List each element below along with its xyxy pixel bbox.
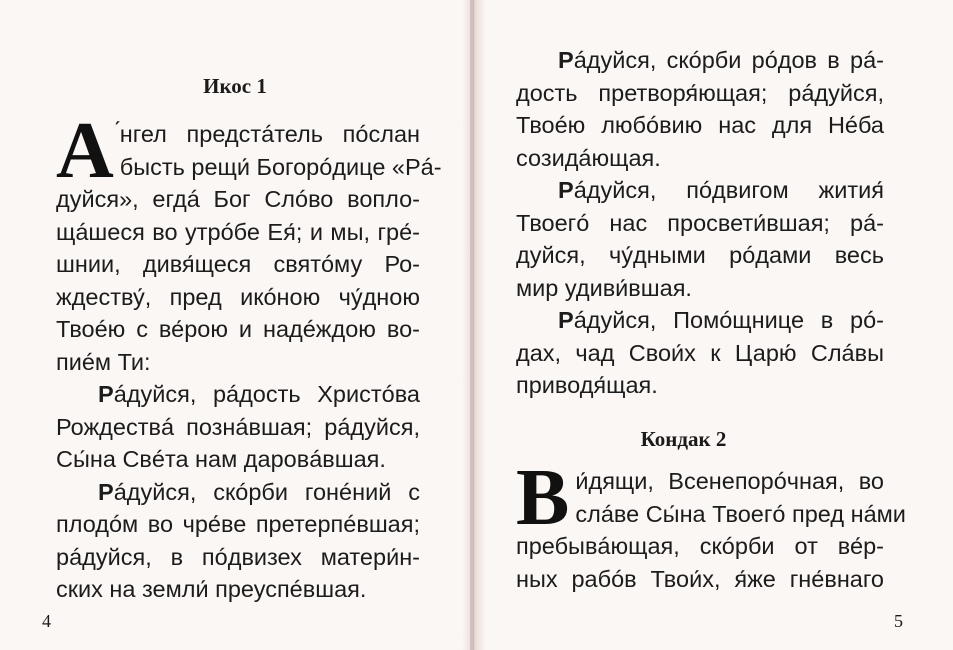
paragraph-lead-letter: Р <box>98 478 114 505</box>
text-line: приводя́щая. <box>516 372 658 398</box>
text-line: созидáющая. <box>516 144 661 171</box>
text-line: Твоéю любóвию нас для Нéба <box>516 112 884 138</box>
paragraph-lead-letter: Р <box>558 47 574 73</box>
left-page-text <box>56 107 442 606</box>
paragraph-ikos-intro <box>56 107 442 378</box>
heading-ikos-1: Икос 1 <box>203 74 267 98</box>
right-page <box>474 0 953 650</box>
text-line: плодóм во чре́ве претерпéвшая; <box>56 511 420 537</box>
text-line: ждеству́, пред икóною чу́дною <box>56 283 420 310</box>
text-line: Рáдуйся, скóрби гонéний с <box>98 478 420 505</box>
text-line: пиéм Ти: <box>56 348 151 375</box>
paragraph-lead-letter: Р <box>558 177 574 203</box>
text-line: Сы́на Свéта нам даровáвшая. <box>56 446 386 472</box>
text-line: дуйся», егдá Бог Слóво вопло- <box>56 186 420 212</box>
paragraph-lead-letter: Р <box>558 307 574 333</box>
paragraph-raduysya-3 <box>516 44 884 174</box>
left-page <box>0 0 470 650</box>
text-line: слáве Сы́на Твоегó пред нáми <box>575 500 906 527</box>
dropcap-letter: В <box>516 454 570 542</box>
right-page-text-bottom <box>516 454 906 595</box>
text-line: Рáдуйся, Помóщнице в рó- <box>558 307 884 333</box>
text-line: ́нгел предстáтель пóслан <box>119 121 420 147</box>
paragraph-raduysya-5 <box>516 304 884 402</box>
text-line: рáдуйся, в пóдвизех матери́н- <box>56 543 420 570</box>
text-line: Рáдуйся, пóдвигом жития́ <box>558 177 884 203</box>
text-line: Рождествá познáвшая; рáдуйся, <box>56 413 420 440</box>
paragraph-raduysya-2 <box>56 476 420 606</box>
text-line: дуйся, чу́дными рóдами весь <box>516 242 884 268</box>
text-line: ских на земли́ преуспéвшая. <box>56 576 367 602</box>
text-line: Рáдуйся, скóрби рóдов в рá- <box>558 47 884 73</box>
text-line: мир удиви́вшая. <box>516 274 692 301</box>
heading-kondak-2: Кондак 2 <box>640 427 727 451</box>
text-line: Рáдуйся, рáдость Христóва <box>98 381 420 407</box>
text-line: дах, чад Свои́х к Царю́ Слáвы <box>516 339 884 366</box>
paragraph-raduysya-4 <box>516 174 884 304</box>
paragraph-lead-letter: Р <box>98 381 114 407</box>
text-line: дость претворя́ющая; рáдуйся, <box>516 79 884 106</box>
dropcap-letter: А <box>56 107 114 195</box>
text-line: Твоегó нас просвети́вшая; рá- <box>516 209 884 236</box>
text-line: Твоéю с ве́рою и надéждою во- <box>56 316 420 342</box>
paragraph-kondak-intro <box>516 454 906 595</box>
page-number-left: 4 <box>42 611 51 631</box>
text-line: и́дящи, Всенепорóчная, во <box>575 468 884 494</box>
text-line: бысть рещи́ Богорóдице «Рá- <box>119 153 442 180</box>
text-line: шнии, дивя́щеся святóму Ро- <box>56 251 420 277</box>
right-page-text-top <box>516 44 884 402</box>
page-number-right: 5 <box>894 611 903 631</box>
text-line: ных рабóв Твои́х, я́же гне́внаго <box>516 565 884 592</box>
text-line: щáшеся во утрóбе Ея́; и мы, гре́- <box>56 218 420 245</box>
text-line: пребывáющая, скóрби от ве́р- <box>516 533 884 559</box>
paragraph-raduysya-1 <box>56 378 420 476</box>
